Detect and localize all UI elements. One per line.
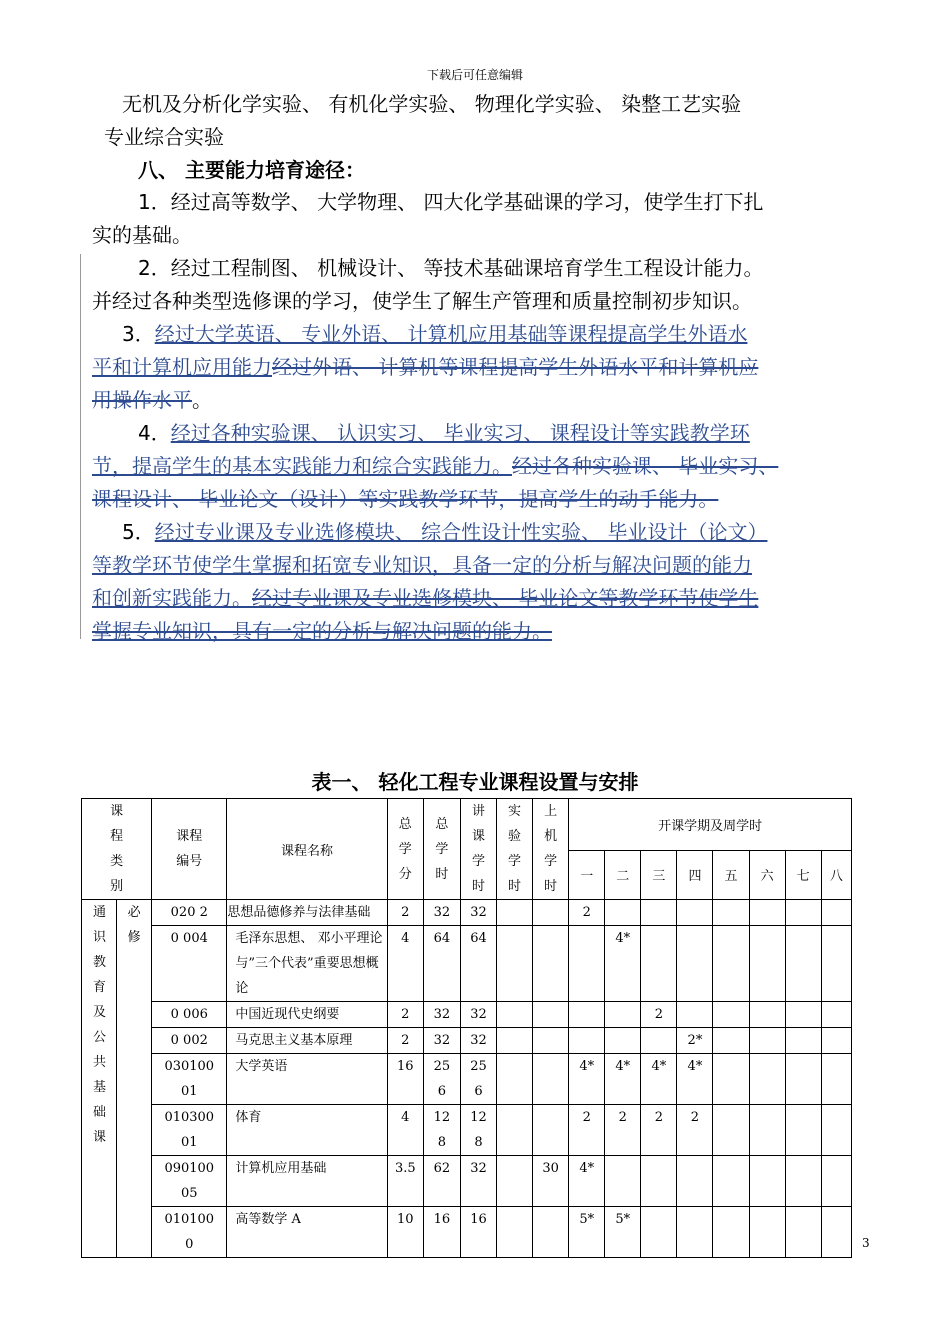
semester-hours: 4* bbox=[641, 1054, 677, 1105]
course-hours: 32 bbox=[423, 1028, 460, 1054]
course-hours: 32 bbox=[423, 1002, 460, 1028]
course-lab bbox=[497, 1054, 533, 1105]
table-row bbox=[82, 1156, 852, 1207]
table-row bbox=[82, 1054, 852, 1105]
semester-hours bbox=[821, 1207, 851, 1258]
semester-1: 一 bbox=[569, 850, 605, 900]
semester-hours: 5* bbox=[605, 1207, 641, 1258]
semester-hours bbox=[605, 1156, 641, 1207]
semester-hours bbox=[785, 1054, 821, 1105]
semester-hours bbox=[605, 1028, 641, 1054]
semester-hours bbox=[569, 1002, 605, 1028]
para-3-line-1: 3．经过大学英语、 专业外语、 计算机应用基础等课程提高学生外语水 bbox=[122, 322, 748, 346]
semester-hours bbox=[821, 900, 851, 926]
semester-hours bbox=[785, 1002, 821, 1028]
course-credits: 10 bbox=[387, 1207, 423, 1258]
semester-hours bbox=[569, 1028, 605, 1054]
course-computer bbox=[533, 1002, 569, 1028]
para-3-line-3: 用操作水平。 bbox=[92, 388, 212, 412]
semester-hours bbox=[713, 1054, 749, 1105]
table-row bbox=[82, 1028, 852, 1054]
semester-hours: 5* bbox=[569, 1207, 605, 1258]
semester-hours: 4* bbox=[605, 926, 641, 1002]
semester-hours bbox=[821, 926, 851, 1002]
semester-hours: 2 bbox=[677, 1105, 713, 1156]
course-name: 体育 bbox=[227, 1105, 387, 1156]
para-5-line-1: 5．经过专业课及专业选修模块、 综合性设计性实验、 毕业设计（论文） bbox=[122, 520, 768, 544]
category-cell: 通识教育及公共基础课 bbox=[82, 900, 117, 1258]
semester-hours bbox=[821, 1028, 851, 1054]
course-computer bbox=[533, 1105, 569, 1156]
semester-hours bbox=[713, 1156, 749, 1207]
para-5-line-4: 掌握专业知识，具有一定的分析与解决问题的能力。 bbox=[92, 619, 552, 643]
table-row bbox=[82, 1105, 852, 1156]
course-code: 01030001 bbox=[152, 1105, 227, 1156]
semester-hours bbox=[749, 1156, 785, 1207]
semester-hours bbox=[677, 1002, 713, 1028]
course-code: 020 2 bbox=[152, 900, 227, 926]
semester-hours bbox=[641, 900, 677, 926]
semester-hours: 4* bbox=[605, 1054, 641, 1105]
header-hours: 总学时 bbox=[423, 799, 460, 900]
section-8-title: 八、 主要能力培育途径： bbox=[138, 158, 365, 182]
course-code: 0 006 bbox=[152, 1002, 227, 1028]
course-lecture: 128 bbox=[460, 1105, 496, 1156]
course-credits: 3.5 bbox=[387, 1156, 423, 1207]
semester-hours bbox=[749, 926, 785, 1002]
semester-hours bbox=[641, 1156, 677, 1207]
semester-hours bbox=[785, 1156, 821, 1207]
para-4-line-3: 课程设计、 毕业论文（设计）等实践教学环节，提高学生的动手能力。 bbox=[92, 487, 719, 511]
course-lab bbox=[497, 1207, 533, 1258]
course-credits: 4 bbox=[387, 926, 423, 1002]
semester-hours bbox=[821, 1105, 851, 1156]
para-1-line-2: 实的基础。 bbox=[92, 223, 192, 247]
header-lecture: 讲课学时 bbox=[460, 799, 496, 900]
course-lecture: 32 bbox=[460, 1002, 496, 1028]
semester-hours bbox=[785, 1207, 821, 1258]
semester-hours bbox=[821, 1156, 851, 1207]
semester-hours bbox=[713, 1028, 749, 1054]
course-lab bbox=[497, 1002, 533, 1028]
semester-5: 五 bbox=[713, 850, 749, 900]
course-credits: 2 bbox=[387, 1002, 423, 1028]
revision-bar bbox=[80, 254, 81, 639]
course-lecture: 64 bbox=[460, 926, 496, 1002]
header-computer: 上机学时 bbox=[533, 799, 569, 900]
semester-hours bbox=[821, 1054, 851, 1105]
para-4-line-1: 4．经过各种实验课、 认识实习、 毕业实习、 课程设计等实践教学环 bbox=[138, 421, 750, 445]
course-code: 0 004 bbox=[152, 926, 227, 1002]
semester-hours bbox=[785, 900, 821, 926]
semester-3: 三 bbox=[641, 850, 677, 900]
semester-hours: 2 bbox=[569, 900, 605, 926]
header-semesters: 开课学期及周学时 bbox=[569, 799, 852, 851]
semester-hours bbox=[677, 926, 713, 1002]
course-lab bbox=[497, 1105, 533, 1156]
para-5-line-2: 等教学环节使学生掌握和拓宽专业知识，具备一定的分析与解决问题的能力 bbox=[92, 553, 752, 577]
course-hours: 32 bbox=[423, 900, 460, 926]
table-title: 表一、 轻化工程专业课程设置与安排 bbox=[311, 770, 639, 794]
course-hours: 256 bbox=[423, 1054, 460, 1105]
para-4-line-2: 节，提高学生的基本实践能力和综合实践能力。经过各种实验课、 毕业实习、 bbox=[92, 454, 779, 478]
semester-hours bbox=[713, 926, 749, 1002]
course-table bbox=[81, 798, 852, 1258]
course-code: 09010005 bbox=[152, 1156, 227, 1207]
para-3-line-2: 平和计算机应用能力经过外语、 计算机等课程提高学生外语水平和计算机应 bbox=[92, 355, 759, 379]
semester-hours bbox=[749, 1054, 785, 1105]
para-2-line-2: 并经过各种类型选修课的学习，使学生了解生产管理和质量控制初步知识。 bbox=[92, 289, 752, 313]
course-lecture: 32 bbox=[460, 1156, 496, 1207]
course-computer bbox=[533, 1028, 569, 1054]
course-hours: 64 bbox=[423, 926, 460, 1002]
semester-hours: 2 bbox=[605, 1105, 641, 1156]
semester-hours bbox=[605, 900, 641, 926]
semester-hours: 2 bbox=[569, 1105, 605, 1156]
semester-hours bbox=[749, 900, 785, 926]
course-computer: 30 bbox=[533, 1156, 569, 1207]
course-hours: 62 bbox=[423, 1156, 460, 1207]
para-2-line-1: 2．经过工程制图、 机械设计、 等技术基础课培育学生工程设计能力。 bbox=[138, 256, 764, 280]
semester-hours bbox=[569, 926, 605, 1002]
course-name: 思想品德修养与法律基础 bbox=[227, 900, 387, 926]
header-category: 课程类别 bbox=[82, 799, 152, 900]
para-1-line-1: 1．经过高等数学、 大学物理、 四大化学基础课的学习，使学生打下扎 bbox=[138, 190, 764, 214]
semester-hours bbox=[749, 1207, 785, 1258]
course-computer bbox=[533, 926, 569, 1002]
course-lab bbox=[497, 926, 533, 1002]
course-credits: 16 bbox=[387, 1054, 423, 1105]
course-lecture: 32 bbox=[460, 1028, 496, 1054]
semester-hours bbox=[749, 1028, 785, 1054]
course-lecture: 256 bbox=[460, 1054, 496, 1105]
header-code: 课程编号 bbox=[152, 799, 227, 900]
course-lab bbox=[497, 900, 533, 926]
semester-2: 二 bbox=[605, 850, 641, 900]
semester-hours bbox=[749, 1105, 785, 1156]
semester-hours bbox=[677, 1207, 713, 1258]
course-credits: 2 bbox=[387, 1028, 423, 1054]
semester-hours bbox=[641, 1207, 677, 1258]
course-computer bbox=[533, 1207, 569, 1258]
semester-hours: 4* bbox=[569, 1054, 605, 1105]
course-lab bbox=[497, 1028, 533, 1054]
semester-hours bbox=[785, 1028, 821, 1054]
semester-hours bbox=[713, 900, 749, 926]
semester-4: 四 bbox=[677, 850, 713, 900]
table-body bbox=[82, 900, 852, 1258]
course-hours: 128 bbox=[423, 1105, 460, 1156]
semester-hours bbox=[821, 1002, 851, 1028]
course-name: 高等数学 A bbox=[227, 1207, 387, 1258]
semester-hours bbox=[677, 900, 713, 926]
semester-hours bbox=[641, 1028, 677, 1054]
labs-line-1: 无机及分析化学实验、 有机化学实验、 物理化学实验、 染整工艺实验 bbox=[122, 92, 742, 116]
labs-line-2: 专业综合实验 bbox=[104, 125, 224, 149]
semester-hours bbox=[713, 1002, 749, 1028]
course-name: 中国近现代史纲要 bbox=[227, 1002, 387, 1028]
course-credits: 4 bbox=[387, 1105, 423, 1156]
course-code: 03010001 bbox=[152, 1054, 227, 1105]
semester-hours bbox=[785, 926, 821, 1002]
page-number: 3 bbox=[862, 1236, 870, 1250]
table-row bbox=[82, 1002, 852, 1028]
para-5-line-3: 和创新实践能力。经过专业课及专业选修模块、 毕业论文等教学环节使学生 bbox=[92, 586, 759, 610]
course-lecture: 16 bbox=[460, 1207, 496, 1258]
course-computer bbox=[533, 1054, 569, 1105]
semester-hours bbox=[785, 1105, 821, 1156]
semester-hours: 2 bbox=[641, 1105, 677, 1156]
course-lab bbox=[497, 1156, 533, 1207]
course-credits: 2 bbox=[387, 900, 423, 926]
semester-hours bbox=[749, 1002, 785, 1028]
header-note: 下载后可任意编辑 bbox=[426, 68, 523, 82]
course-computer bbox=[533, 900, 569, 926]
table-row bbox=[82, 926, 852, 1002]
course-name: 计算机应用基础 bbox=[227, 1156, 387, 1207]
course-code: 0 002 bbox=[152, 1028, 227, 1054]
course-name: 马克思主义基本原理 bbox=[227, 1028, 387, 1054]
table-row bbox=[82, 1207, 852, 1258]
course-name: 毛泽东思想、 邓小平理论与”三个代表”重要思想概论 bbox=[227, 926, 387, 1002]
course-hours: 16 bbox=[423, 1207, 460, 1258]
semester-hours: 2 bbox=[641, 1002, 677, 1028]
semester-hours: 4* bbox=[569, 1156, 605, 1207]
semester-hours bbox=[641, 926, 677, 1002]
header-lab: 实验学时 bbox=[497, 799, 533, 900]
semester-hours: 4* bbox=[677, 1054, 713, 1105]
header-credits: 总学分 bbox=[387, 799, 423, 900]
course-name: 大学英语 bbox=[227, 1054, 387, 1105]
semester-6: 六 bbox=[749, 850, 785, 900]
semester-8: 八 bbox=[821, 850, 851, 900]
course-lecture: 32 bbox=[460, 900, 496, 926]
semester-hours bbox=[677, 1156, 713, 1207]
semester-hours bbox=[713, 1207, 749, 1258]
semester-hours bbox=[605, 1002, 641, 1028]
semester-7: 七 bbox=[785, 850, 821, 900]
table-row bbox=[82, 900, 852, 926]
semester-hours bbox=[713, 1105, 749, 1156]
header-name: 课程名称 bbox=[227, 799, 387, 900]
semester-hours: 2* bbox=[677, 1028, 713, 1054]
course-code: 0101000 bbox=[152, 1207, 227, 1258]
subcategory-cell: 必修 bbox=[117, 900, 152, 1258]
